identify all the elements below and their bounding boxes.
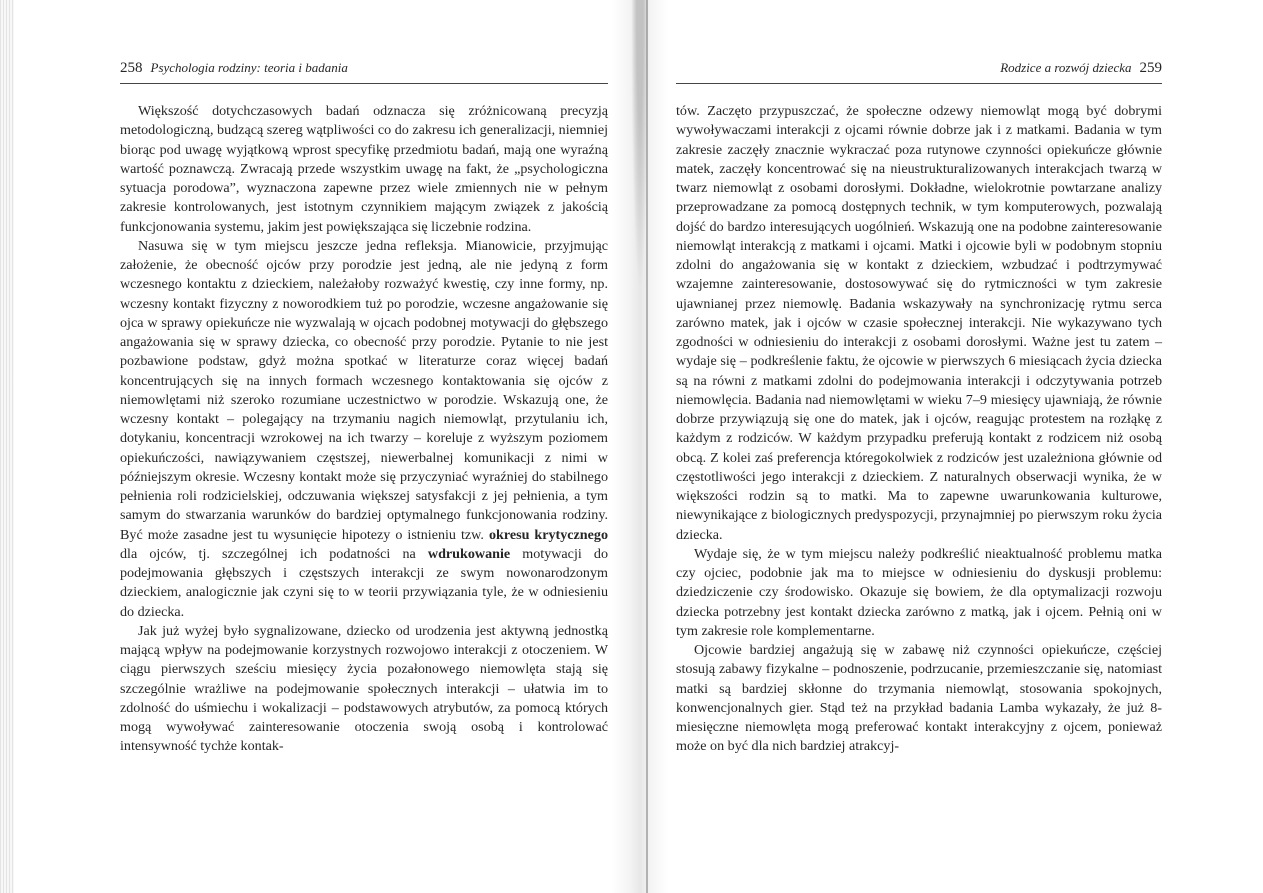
paragraph-text: motywacji do podejmowania głębszych i częstszych interakcji ze swym nowonarodzonym dzieckiem, analogicznie jak czyni się to w teorii przywiązania tyle, że w odniesieniu do dziecka. bbox=[120, 545, 608, 620]
paragraph: Wydaje się, że w tym miejscu należy podkreślić nieaktualność problemu matka czy ojciec, podobnie jak ma to miejsce w odniesieniu do dyskusji problemu: dziedziczenie czy środowisko. Okazuje się bowiem, że dla optymalizacji rozwoju dziecka potrzebny jest kontakt dziecka zarówno z matką, jak i ojcem. Pełnią oni w tym zakresie role komplementarne. bbox=[676, 545, 1162, 639]
book-spine-line bbox=[646, 0, 648, 893]
right-page-body bbox=[676, 102, 1162, 757]
right-page bbox=[676, 60, 1162, 757]
right-running-head: Rodzice a rozwój dziecka bbox=[1000, 60, 1132, 75]
left-page bbox=[120, 60, 608, 757]
book-gutter-shadow bbox=[612, 0, 668, 893]
left-page-body bbox=[120, 102, 608, 757]
right-page-number: 259 bbox=[1139, 60, 1162, 76]
paragraph: Większość dotychczasowych badań odznacza się zróżnicowaną precyzją metodologiczną, budzącą szereg wątpliwości co do zakresu ich generalizacji, niemniej biorąc pod uwagę wyjątkową wprost specyfikę przedmiotu badań, mają one wyraźną wartość poznawczą. Zwracają przede wszystkim uwagę na fakt, że „psychologiczna sytuacja porodowa”, wyznaczona zapewne przez wiele zmiennych nie w pełnym zakresie kontrolowanych, jest istotnym czynnikiem mającym związek z jakością funkcjonowania systemu, jakim jest powiększająca się liczebnie rodzina. bbox=[120, 103, 608, 235]
right-page-header bbox=[676, 60, 1162, 84]
paragraph: Jak już wyżej było sygnalizowane, dziecko od urodzenia jest aktywną jednostką mającą wpływ na podejmowanie korzystnych rozwojowo interakcji z otoczeniem. W ciągu pierwszych sześciu miesięcy życia pozałonowego niemowlęta stają się szczególnie wrażliwe na podejmowanie społecznych interakcji – ułatwia im to zdolność do uśmiechu i wokalizacji – podstawowych atrybutów, za pomocą których mogą wywoływać zainteresowanie otoczenia swoją osobą i kontrolować intensywność tychże kontak- bbox=[120, 622, 608, 755]
left-page-header bbox=[120, 60, 608, 84]
paragraph-text: dla ojców, tj. szczególnej ich podatności na bbox=[120, 545, 428, 562]
left-running-head: Psychologia rodziny: teoria i badania bbox=[150, 60, 348, 75]
bold-term-critical-period: okresu krytycznego bbox=[488, 526, 608, 543]
bold-term-imprinting: wdrukowanie bbox=[427, 545, 511, 562]
paragraph: Ojcowie bardziej angażują się w zabawę niż czynności opiekuńcze, częściej stosują zabawy fizykalne – podnoszenie, podrzucanie, przemieszczanie się, natomiast matki są bardziej skłonne do trzymania niemowląt, stosowania spokojnych, konwencjonalnych gier. Stąd też na przykład badania Lamba wykazały, że już 8-miesięczne niemowlęta mogą preferować kontakt interakcyjny z ojcem, ponieważ może on być dla nich bardziej atrakcyj- bbox=[676, 642, 1162, 755]
scan-edge-shadow bbox=[0, 0, 14, 893]
paragraph bbox=[120, 237, 608, 622]
paragraph: tów. Zaczęto przypuszczać, że społeczne odzewy niemowląt mogą być dobrymi wywoływaczami interakcji z ojcami równie dobrze jak i z matkami. Badania w tym zakresie zaczęły znacznie wykraczać poza rutynowe czynności opiekuńcze głównie matek, zaczęły koncentrować się na nieustrukturalizowanych interakcjach twarzą w twarz niemowląt z osobami dorosłymi. Dokładne, wielokrotnie powtarzane analizy przeprowadzane za pomocą dostępnych technik, w tym komputerowych, pozwalają dojść do bardzo interesujących uogólnień. Wskazują one na podobne zainteresowanie niemowląt interakcją z matkami i ojcami. Matki i ojcowie byli w podobnym stopniu zdolni do angażowania się w kontakt z dzieckiem, wzbudzać i podtrzymywać wzajemne zainteresowanie, dostosowywać się do rytmiczności w tym zakresie ujawnianej przez niemowlę. Badania wskazywały na synchronizację rytmu serca zarówno matek, jak i ojców w czasie społecznej interakcji. Nie wykazywano tych zgodności w odniesieniu do interakcji z osobami dorosłymi. Ważne jest tu zatem – wydaje się – podkreślenie faktu, że ojcowie w pierwszych 6 miesiącach życia dziecka są na równi z matkami zdolni do podejmowania interakcji i odczytywania potrzeb niemowlęcia. Badania nad niemowlętami w wieku 7–9 miesięcy ujawniają, że równie dobrze przywiązują się one do matek, jak i ojców, reagując protestem na rozłąkę z każdym z rodziców. W każdym przypadku preferują kontakt z rodzicem niż osobą obcą. Z kolei zaś preferencja któregokolwiek z rodziców jest uzależniona głównie od częstotliwości jego interakcji z dzieckiem. Z naturalnych obserwacji wynika, że w większości rodzin są to matki. Ma to zapewne uwarunkowania kulturowe, niewynikające z biologicznych predyspozycji, przynajmniej po pierwszym roku życia dziecka. bbox=[676, 103, 1162, 543]
paragraph-text: Nasuwa się w tym miejscu jeszcze jedna refleksja. Mianowicie, przyjmując założenie, że obecność ojców przy porodzie jest jedną, ale nie jedyną z form wczesnego kontaktu z dzieckiem, należałoby rozważyć kwestię, czy inne formy, np. wczesny kontakt fizyczny z noworodkiem tuż po porodzie, wczesne angażowanie się ojca w sprawy opiekuńcze nie wyzwalają w ojcach podobnej motywacji do głębszego angażowania się w sprawy dziecka, co obecność przy porodzie. Pytanie to nie jest pozbawione podstaw, gdyż można spotkać w literaturze coraz więcej badań koncentrujących się na innych formach wczesnego kontaktowania się ojców z niemowlętami niż szeroko rozumiane uczestnictwo w porodzie. Wskazują one, że wczesny kontakt – polegający na trzymaniu nagich niemowląt, przytulaniu ich, dotykaniu, koncentracji wzrokowej na ich twarzy – koreluje z wyższym poziomem opiekuńczości, nawiązywaniem częstszej, niewerbalnej komunikacji z nimi w późniejszym okresie. Wczesny kontakt może się przyczyniać wyraźniej do stabilnego pełnienia roli rodzicielskiej, odczuwania większej satysfakcji z jej pełnienia, a tym samym do stwarzania warunków do bardziej optymalnego funkcjonowania rodziny. Być może zasadne jest tu wysunięcie hipotezy o istnieniu tzw. bbox=[120, 237, 608, 543]
left-page-number: 258 bbox=[120, 60, 143, 76]
